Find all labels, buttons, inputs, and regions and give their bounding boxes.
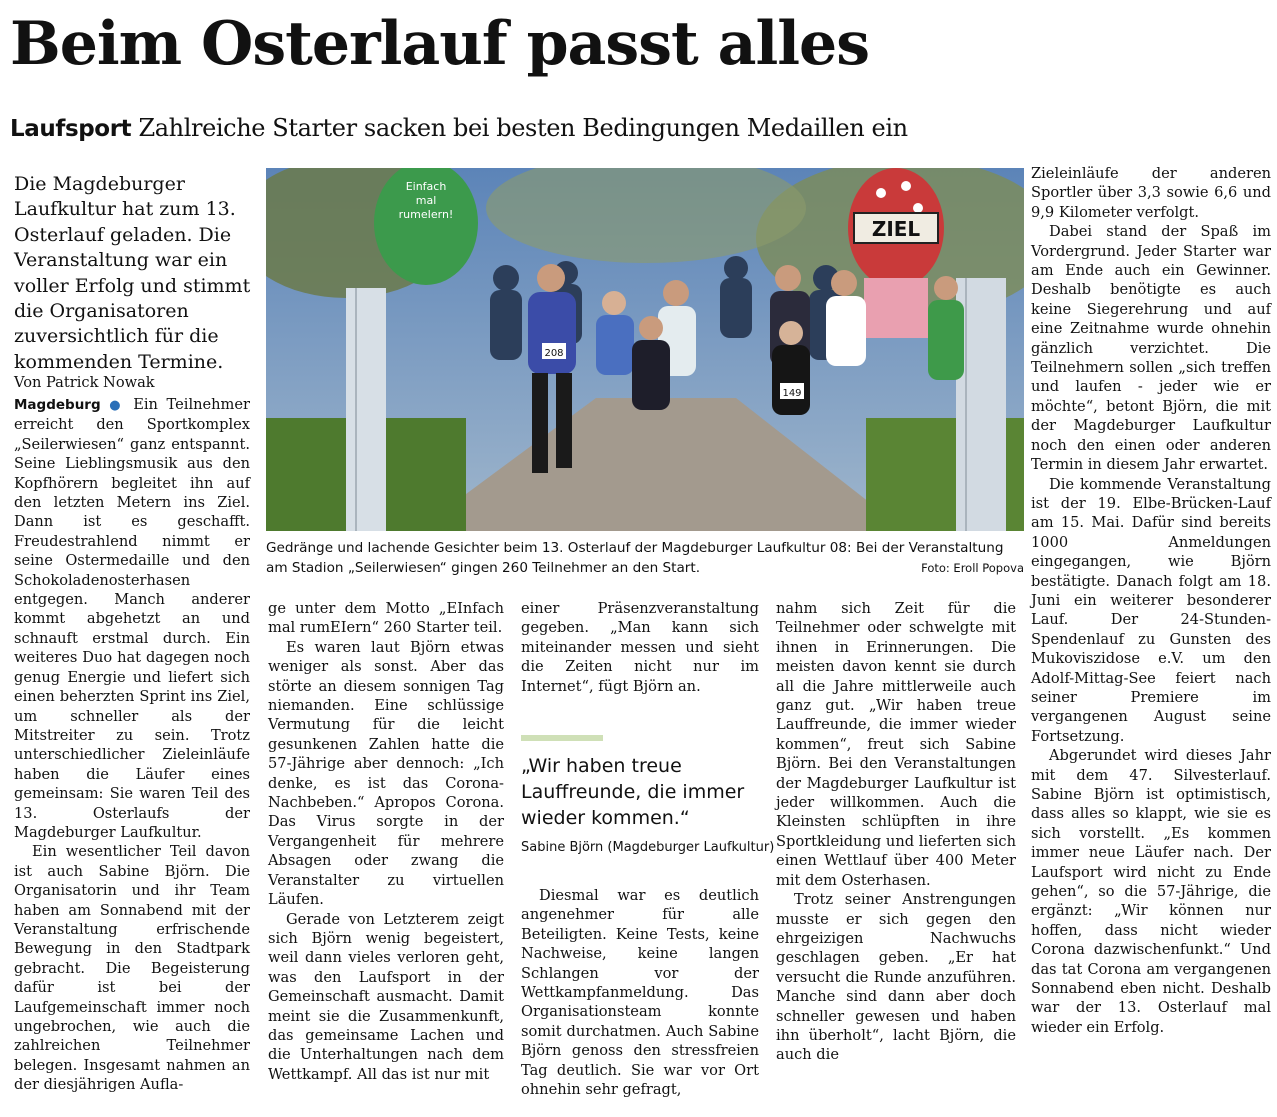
lead-paragraph: Die Magdeburger Laufkultur hat zum 13. Osterlauf geladen. Die Veranstaltung war ein voller Erfolg und stimmt die Organisatoren zuversichtlich für die kommenden Termine. xyxy=(14,173,251,373)
paragraph-text: Ein Teilnehmer erreicht den Sportkomplex „Seilerwiesen“ ganz entspannt. Seine Lieblingsmusik aus den Kopfhörern begleitet ihn auf den letzten Metern ins Ziel. Dann ist es geschafft. Freudestrahlend nimmt er seine Ostermedaille und den Schokoladenosterhasen entgegen. Manch anderer kommt abgehetzt an und schnauft erstmal durch. Ein weiteres Duo hat dagegen noch genug Energie und liefert sich einen beherzten Sprint ins Ziel, um schneller als der Mitstreiter zu sein. Trotz unterschiedlicher Zieleinläufe haben die Läufer eines gemeinsam: Sie waren Teil des 13. Osterlaufs der Magdeburger Laufkultur. xyxy=(14,396,250,841)
sign-text-left-1: Einfach xyxy=(405,180,447,193)
article-paragraph: Gerade von Letzterem zeigt sich Björn wenig begeistert, weil dann vieles verloren geht, was den Laufsport in der Gemeinschaft ausmacht. Damit meint sie die Zusammenkunft, das gemeinsame Lachen und die Unterhaltungen nach dem Wettkampf. All das ist nur mit xyxy=(268,910,504,1083)
article-paragraph: einer Präsenzveranstaltung gegeben. „Man kann sich miteinander messen und sieht die Zeiten nicht nur im Internet“, fügt Björn an. xyxy=(521,600,759,695)
article-column-3-bottom xyxy=(521,886,759,1099)
svg-text:rumeIern!: rumeIern! xyxy=(398,208,454,221)
article-column-4 xyxy=(776,599,1016,1065)
headline: Beim Osterlauf passt alles xyxy=(10,9,869,79)
article-column-3-top xyxy=(521,599,759,696)
subheadline xyxy=(10,114,908,142)
dateline: Magdeburg xyxy=(14,397,101,413)
article-paragraph: Diesmal war es deutlich angenehmer für alle Beteiligten. Keine Tests, keine Nachweise, keine langen Schlangen vor der Wettkampfanmeldung. Das Organisationsteam konnte somit durchatmen. Auch Sabine Björn genoss den stressfreien Tag deutlich. Sie war vor Ort ohnehin sehr gefragt, xyxy=(521,887,759,1099)
bib-number-2: 149 xyxy=(782,388,802,399)
article-column-1 xyxy=(14,395,250,1095)
article-paragraph: Dabei stand der Spaß im Vordergrund. Jeder Starter war am Ende auch ein Gewinner. Deshalb benötigte es auch keine Siegerehrung und auf eine Zeitnahme wurde ohnehin gänzlich verzichtet. Die Teilnehmern sollen „sich treffen und laufen - jeder wie er möchte“, betont Björn, die mit der Magdeburger Laufkultur noch den einen oder anderen Termin in diesem Jahr erwartet. xyxy=(1031,223,1271,474)
article-paragraph: nahm sich Zeit für die Teilnehmer oder schwelgte mit ihnen in Erinnerungen. Die meisten davon kennt sie durch all die Jahre mittlerweile auch ganz gut. „Wir haben treue Lauffreunde, die immer wieder kommen“, freut sich Sabine Björn. Bei den Veranstaltungen der Magdeburger Laufkultur ist jeder willkommen. Auch die Kleinsten schlüpften in ihre Sportkleidung und lieferten sich einen Wettlauf über 400 Meter mit dem Osterhasen. xyxy=(776,600,1016,889)
article-paragraph: Die kommende Veranstaltung ist der 19. Elbe-Brücken-Lauf am 15. Mai. Dafür sind bereits 1000 Anmeldungen eingegangen, wie Björn bestätigte. Danach folgt am 18. Juni ein weiterer besonderer Lauf. Der 24-Stunden-Spendenlauf zu Gunsten des Mukoviszidose e.V. um den Adolf-Mittag-See feiert nach seiner Premiere im vergangenen August seine Fortsetzung. xyxy=(1031,475,1271,745)
runners-photo-illustration xyxy=(266,168,1024,531)
pull-quote: „Wir haben treue Lauffreunde, die immer wieder kommen.“ xyxy=(521,755,745,829)
quote-accent-bar xyxy=(521,735,603,741)
bib-number-1: 208 xyxy=(544,348,564,359)
photo-caption xyxy=(266,539,1024,578)
pull-quote-source: Sabine Björn (Magdeburger Laufkultur) xyxy=(521,840,775,855)
photo-credit: Foto: Eroll Popova xyxy=(921,560,1024,575)
article-column-5 xyxy=(1031,164,1271,1037)
article-paragraph: Abgerundet wird dieses Jahr mit dem 47. Silvesterlauf. Sabine Björn ist optimistisch, dass alles so klappt, wie sie es sich vorstellt. „Es kommen immer neue Läufer nach. Der Laufsport wird nicht zu Ende gehen“, so die 57-Jährige, die ergänzt: „Wir können nur hoffen, dass nicht wieder Corona dazwischenfunkt.“ Und das tat Corona am vergangenen Sonnabend eben nicht. Deshalb war der 13. Osterlauf mal wieder ein Erfolg. xyxy=(1031,747,1271,1036)
article-paragraph: Trotz seiner Anstrengungen musste er sich gegen den ehrgeizigen Nachwuchs geschlagen geben. „Er hat versucht die Runde anzuführen. Manche sind dann aber doch schneller gewesen und haben ihn überholt“, lacht Björn, die auch die xyxy=(776,891,1016,1064)
svg-text:mal: mal xyxy=(415,194,437,207)
byline: Von Patrick Nowak xyxy=(14,374,155,391)
article-photo xyxy=(266,168,1024,531)
article-paragraph: Ein wesentlicher Teil davon ist auch Sabine Björn. Die Organisatorin und ihr Team haben am Sonnabend mit der Veranstaltung erfrischende Bewegung in den Stadtpark gebracht. Die Begeisterung dafür ist bei der Laufgemeinschaft immer noch ungebrochen, wie auch die zahlreichen Teilnehmer belegen. Insgesamt nahmen an der diesjährigen Aufla- xyxy=(14,843,250,1094)
article-paragraph: ge unter dem Motto „EInfach mal rumEIern“ 260 Starter teil. xyxy=(268,600,504,637)
caption-text: Gedränge und lachende Gesichter beim 13. Osterlauf der Magdeburger Laufkultur 08: Bei der Veranstaltung am Stadion „Seilerwiesen“ gingen 260 Teilnehmer an den Start. xyxy=(266,540,1004,576)
sign-ziel-text: ZIEL xyxy=(871,217,921,241)
article-column-2 xyxy=(268,599,504,1084)
article-paragraph xyxy=(14,395,250,842)
subheadline-text: Zahlreiche Starter sacken bei besten Bedingungen Medaillen ein xyxy=(138,114,908,142)
dateline-dot-icon: ● xyxy=(109,398,125,413)
subheadline-kicker: Laufsport xyxy=(10,116,132,142)
article-paragraph: Zieleinläufe der anderen Sportler über 3,3 sowie 6,6 und 9,9 Kilometer verfolgt. xyxy=(1031,165,1271,221)
article-paragraph: Es waren laut Björn etwas weniger als sonst. Aber das störte an diesem sonnigen Tag niemanden. Eine schlüssige Vermutung für die leicht gesunkenen Zahlen hatte die 57-Jährige aber dennoch: „Ich denke, es ist das Corona-Nachbeben.“ Apropos Corona. Das Virus sorgte in der Vergangenheit für mehrere Absagen oder zwang die Veranstalter zu virtuellen Läufen. xyxy=(268,638,504,909)
